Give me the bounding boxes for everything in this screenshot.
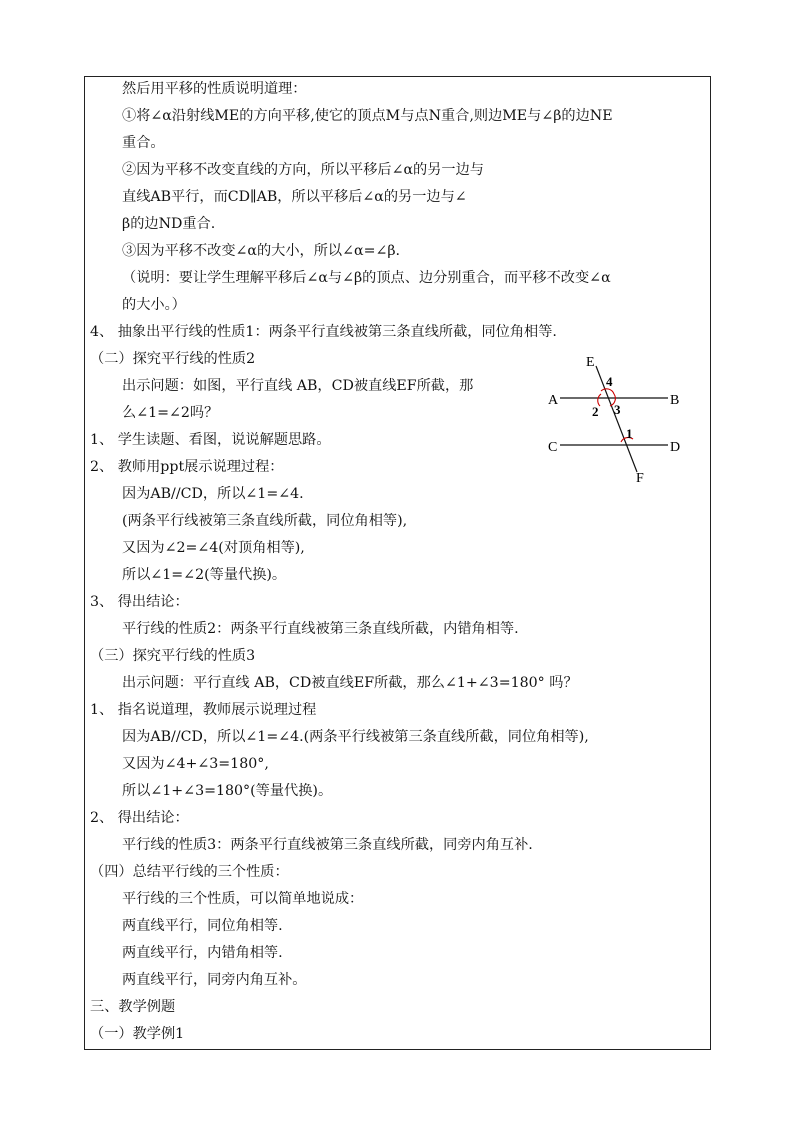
- angle-label: 3: [614, 402, 621, 417]
- text-line: ③因为平移不改变∠α的大小，所以∠α=∠β.: [122, 243, 401, 259]
- text-line: β的边ND重合.: [122, 216, 216, 232]
- angle-label: 2: [592, 404, 599, 419]
- section-heading: 三、教学例题: [90, 999, 176, 1015]
- text-line: 两直线平行，同位角相等.: [122, 918, 283, 934]
- angle-label: 1: [626, 426, 633, 441]
- line-ef: [596, 366, 637, 472]
- point-label: D: [670, 440, 681, 455]
- text-line: 3、 得出结论：: [90, 594, 189, 610]
- parallel-lines-figure: [540, 350, 700, 490]
- text-line: 又因为∠4+∠3=180°,: [122, 756, 269, 772]
- section-heading: （四）总结平行线的三个性质：: [90, 864, 289, 880]
- text-line: (两条平行线被第三条直线所截，同位角相等),: [122, 513, 408, 529]
- point-label: E: [586, 355, 595, 370]
- section-heading: （一）教学例1: [90, 1026, 185, 1042]
- text-line: 直线AB平行，而CD∥AB，所以平移后∠α的另一边与∠: [122, 189, 467, 205]
- section-heading: （二）探究平行线的性质2: [90, 351, 256, 367]
- text-line: 的大小。）: [122, 297, 186, 313]
- text-line: 1、 学生读题、看图，说说解题思路。: [90, 432, 331, 448]
- point-label: B: [670, 393, 680, 408]
- text-line: 又因为∠2=∠4(对顶角相等),: [122, 540, 305, 556]
- text-line: 所以∠1=∠2(等量代换)。: [122, 567, 287, 583]
- text-line: 因为AB//CD，所以∠1=∠4.: [122, 486, 304, 502]
- angle-arc-4: [601, 389, 614, 394]
- text-line: 平行线的性质2：两条平行直线被第三条直线所截，内错角相等.: [122, 621, 519, 637]
- text-line: 平行线的性质3：两条平行直线被第三条直线所截，同旁内角互补.: [122, 837, 533, 853]
- angle-label: 4: [606, 374, 613, 389]
- text-line: 因为AB//CD，所以∠1=∠4.(两条平行线被第三条直线所截，同位角相等),: [122, 729, 589, 745]
- text-line: ②因为平移不改变直线的方向，所以平移后∠α的另一边与: [122, 162, 484, 178]
- text-line: ①将∠α沿射线ME的方向平移,使它的顶点M与点N重合,则边ME与∠β的边NE: [122, 108, 613, 124]
- point-label: C: [548, 440, 558, 455]
- text-line: 重合。: [122, 135, 165, 151]
- point-label: A: [548, 393, 559, 408]
- section-heading: （三）探究平行线的性质3: [90, 648, 256, 664]
- text-line: 平行线的三个性质，可以简单地说成：: [122, 891, 364, 907]
- text-line: 两直线平行，内错角相等.: [122, 945, 283, 961]
- text-line: （说明：要让学生理解平移后∠α与∠β的顶点、边分别重合，而平移不改变∠α: [122, 270, 611, 286]
- text-line: 所以∠1+∠3=180°(等量代换)。: [122, 783, 333, 799]
- text-line: 么∠1=∠2吗？: [122, 405, 219, 421]
- text-line: 然后用平移的性质说明道理：: [122, 81, 307, 97]
- text-line: 出示问题：平行直线 AB，CD被直线EF所截，那么∠1+∠3=180° 吗？: [122, 675, 578, 691]
- text-line: 出示问题：如图，平行直线 AB，CD被直线EF所截，那: [122, 378, 474, 394]
- text-line: 两直线平行，同旁内角互补。: [122, 972, 307, 988]
- point-label: F: [636, 471, 644, 486]
- text-line: 2、 得出结论：: [90, 810, 189, 826]
- text-line: 1、 指名说道理，教师展示说理过程: [90, 702, 317, 718]
- text-line: 4、 抽象出平行线的性质1：两条平行直线被第三条直线所截，同位角相等.: [90, 324, 557, 340]
- text-line: 2、 教师用ppt展示说理过程：: [90, 459, 284, 475]
